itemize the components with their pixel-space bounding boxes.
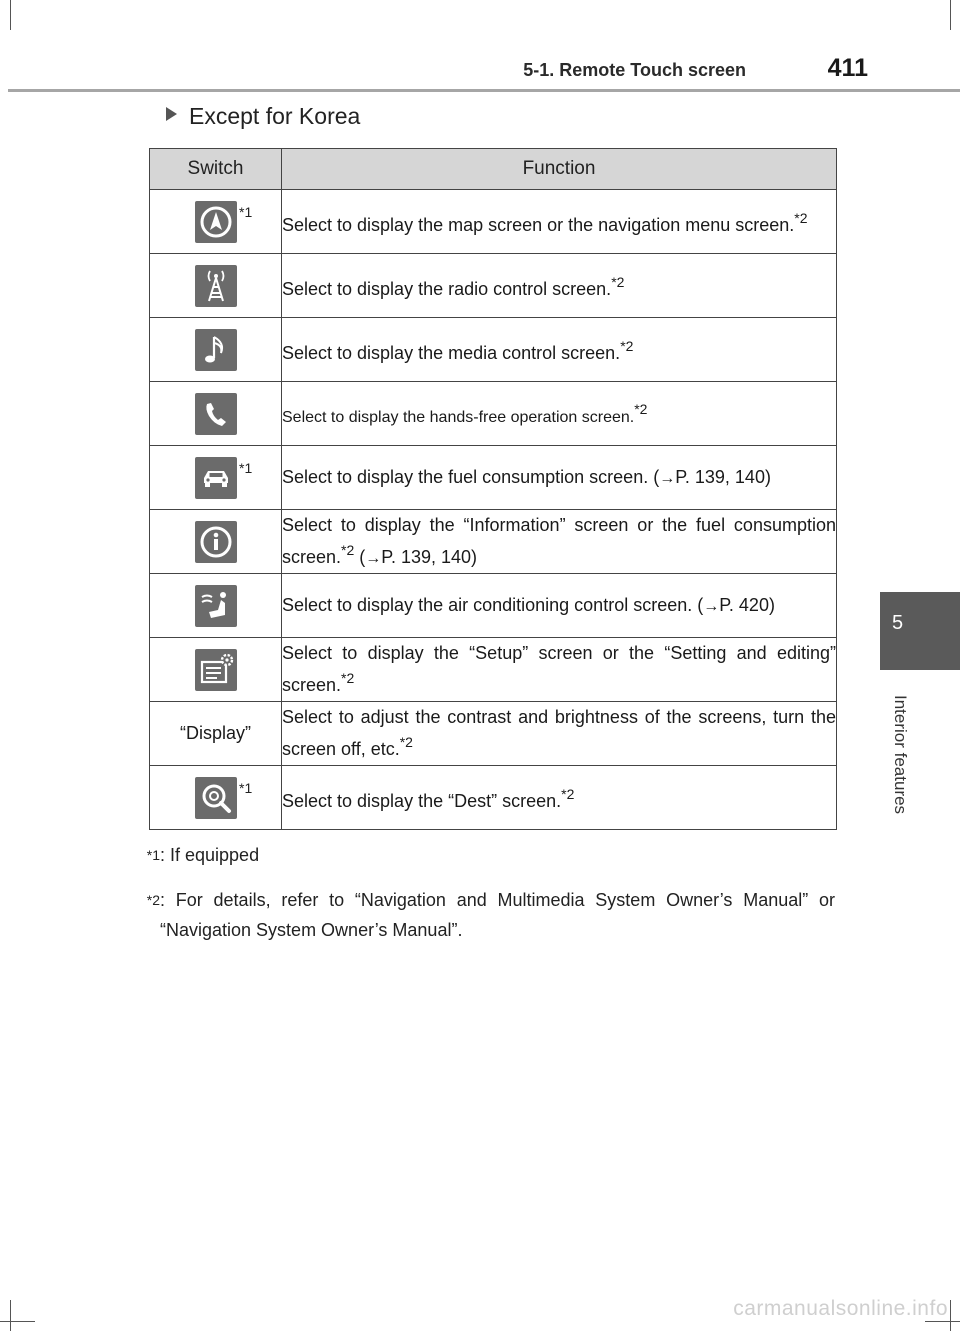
- section-title: 5-1. Remote Touch screen: [523, 60, 746, 80]
- footnote-mark-text: *1: [146, 847, 160, 863]
- arrow-icon: →: [365, 549, 382, 567]
- radio-tower-icon: [195, 265, 237, 307]
- chapter-label: Interior features: [891, 695, 910, 815]
- footnote-mark: [130, 840, 160, 877]
- function-cell: [282, 574, 837, 638]
- table-row: [150, 446, 837, 510]
- table-row: [150, 254, 837, 318]
- crop-mark: [925, 1321, 960, 1322]
- footnote-mark-text: *2: [146, 892, 160, 908]
- music-note-icon: [195, 329, 237, 371]
- chapter-label-container: [872, 695, 932, 825]
- page-reference: P. 420): [719, 594, 775, 615]
- switch-function-table: [149, 148, 837, 830]
- phone-icon: [195, 393, 237, 435]
- switch-cell: [150, 190, 282, 254]
- note-mark: *2: [341, 541, 355, 558]
- footnote-mark: *1: [239, 780, 253, 796]
- note-mark: *2: [561, 785, 575, 802]
- page-header: [0, 0, 960, 95]
- navigation-icon: [195, 201, 237, 243]
- function-cell: [282, 382, 837, 446]
- page-reference: P. 139, 140): [381, 546, 478, 567]
- triangle-bullet-icon: [166, 107, 177, 121]
- display-switch-label: “Display”: [179, 723, 251, 743]
- function-cell: [282, 766, 837, 830]
- subheading: [166, 103, 360, 130]
- page-reference: P. 139, 140): [675, 466, 771, 487]
- function-text: Select to display the media control screen.: [282, 342, 621, 363]
- switch-cell: [150, 318, 282, 382]
- function-cell: [282, 702, 837, 766]
- function-cell: [282, 638, 837, 702]
- function-text: Select to display the “Information” screen or the fuel consumption screen.: [282, 514, 836, 567]
- function-text: Select to display the map screen or the navigation menu screen.: [282, 214, 795, 235]
- note-mark: *2: [399, 734, 413, 750]
- crop-mark: [0, 1321, 35, 1322]
- subheading-text: Except for Korea: [189, 103, 361, 129]
- footnote: [130, 885, 835, 945]
- switch-cell: [150, 638, 282, 702]
- function-text: Select to display the air conditioning control screen. (: [282, 594, 704, 615]
- header-function: Function: [282, 149, 837, 190]
- function-text: Select to display the “Setup” screen or the “Setting and editing” screen.: [282, 643, 836, 695]
- arrow-icon: →: [659, 469, 676, 487]
- chapter-tab: [880, 592, 960, 670]
- table-row: [150, 382, 837, 446]
- function-cell: [282, 510, 837, 574]
- crop-mark: [950, 1300, 951, 1331]
- footnote-text: : For details, refer to “Navigation and Multimedia System Owner’s Manual” or “Navigation System Owner’s Manual”.: [160, 890, 835, 940]
- footnote-mark: [130, 885, 160, 945]
- info-icon: [195, 521, 237, 563]
- function-cell: [282, 318, 837, 382]
- page-number: 411: [827, 54, 868, 82]
- table-row: [150, 574, 837, 638]
- switch-cell: [150, 766, 282, 830]
- table-row: [150, 318, 837, 382]
- note-mark: *2: [611, 273, 625, 290]
- switch-cell: [150, 446, 282, 510]
- function-cell: [282, 446, 837, 510]
- function-cell: [282, 254, 837, 318]
- table-row: [150, 638, 837, 702]
- air-conditioning-icon: [195, 585, 237, 627]
- function-text: Select to display the “Dest” screen.: [282, 790, 562, 811]
- footnote-mark: *1: [239, 460, 253, 476]
- header-switch: Switch: [150, 149, 282, 190]
- crop-mark: [10, 1300, 11, 1331]
- function-cell: [282, 190, 837, 254]
- table-row: [150, 510, 837, 574]
- arrow-icon: →: [703, 597, 720, 615]
- footnote-mark: *1: [239, 204, 253, 220]
- open-paren: (: [354, 546, 366, 567]
- function-text: Select to adjust the contrast and brightness of the screens, turn the screen off, etc.: [282, 707, 836, 759]
- note-mark: *2: [794, 209, 808, 226]
- function-text: Select to display the radio control screen.: [282, 278, 612, 299]
- table-row: [150, 190, 837, 254]
- setup-icon: [195, 649, 237, 691]
- table-row: [150, 766, 837, 830]
- header-rule: [8, 89, 960, 92]
- function-text: Select to display the hands-free operation screen.: [282, 409, 635, 426]
- destination-search-icon: [195, 777, 237, 819]
- function-text: Select to display the fuel consumption screen. (: [282, 466, 660, 487]
- footnote-text: : If equipped: [160, 845, 260, 865]
- switch-cell: [150, 702, 282, 766]
- footnote: [130, 840, 835, 877]
- chapter-number: 5: [892, 612, 904, 634]
- watermark: carmanualsonline.info: [733, 1297, 948, 1320]
- note-mark: *2: [341, 670, 355, 686]
- note-mark: *2: [634, 401, 648, 417]
- table-row: [150, 702, 837, 766]
- switch-cell: [150, 574, 282, 638]
- note-mark: *2: [620, 337, 634, 354]
- switch-cell: [150, 254, 282, 318]
- car-icon: [195, 457, 237, 499]
- switch-cell: [150, 382, 282, 446]
- switch-cell: [150, 510, 282, 574]
- footnotes: [130, 840, 835, 953]
